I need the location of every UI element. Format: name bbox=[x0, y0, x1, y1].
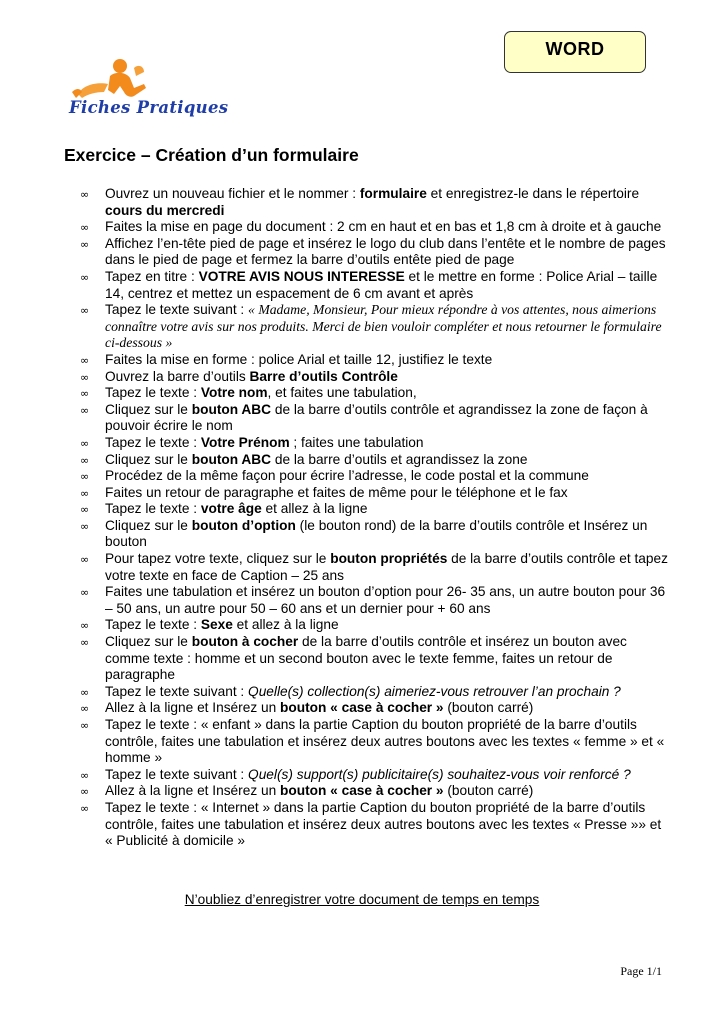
list-item bbox=[80, 485, 670, 502]
list-item bbox=[80, 717, 670, 767]
page-number: Page 1/1 bbox=[620, 964, 662, 978]
list-item bbox=[80, 269, 670, 302]
list-item-text: Tapez en titre : bbox=[105, 268, 199, 284]
list-item-text: VOTRE AVIS NOUS INTERESSE bbox=[198, 268, 405, 284]
list-item bbox=[80, 435, 670, 452]
list-item-text: (bouton carré) bbox=[443, 700, 534, 716]
list-item-text: Tapez le texte : bbox=[105, 385, 201, 401]
list-item-text: Allez à la ligne et Insérez un bbox=[105, 700, 280, 716]
list-item-text: de la barre d’outils contrôle et tapez votre texte en face de Caption – 25 ans bbox=[105, 551, 668, 583]
bullet-icon: ∞ bbox=[80, 370, 90, 384]
list-item bbox=[80, 352, 670, 369]
list-item bbox=[80, 551, 670, 584]
list-item-text: de la barre d’outils contrôle et agrandissez la zone de façon à pouvoir écrire le nom bbox=[105, 401, 648, 434]
list-item-text: Tapez le texte : bbox=[105, 501, 201, 517]
list-item bbox=[80, 684, 670, 701]
bullet-icon: ∞ bbox=[80, 387, 90, 401]
list-item bbox=[80, 617, 670, 634]
bullet-icon: ∞ bbox=[80, 636, 90, 650]
list-item-text: Votre nom bbox=[200, 385, 268, 401]
list-item-text: Tapez le texte : bbox=[105, 617, 201, 633]
bullet-icon: ∞ bbox=[80, 785, 90, 799]
list-item-text: bouton à cocher bbox=[191, 634, 299, 650]
list-item bbox=[80, 236, 670, 269]
list-item-text: et le mettre en forme : Police Arial – taille 14, centrez et mettez un espacement de 6 cm avant et après bbox=[105, 268, 658, 301]
bullet-icon: ∞ bbox=[80, 801, 90, 815]
list-item bbox=[80, 501, 670, 518]
list-item-text: Procédez de la même façon pour écrire l’adresse, le code postal et la commune bbox=[105, 468, 589, 484]
list-item-text: et allez à la ligne bbox=[261, 501, 368, 517]
list-item bbox=[80, 186, 670, 219]
bullet-icon: ∞ bbox=[80, 353, 90, 367]
page-title: Exercice – Création d’un formulaire bbox=[64, 145, 359, 165]
list-item-text: de la barre d’outils et agrandissez la zone bbox=[271, 451, 528, 467]
list-item bbox=[80, 385, 670, 402]
list-item-text: Cliquez sur le bbox=[105, 401, 192, 417]
list-item-text: bouton ABC bbox=[191, 401, 272, 417]
bullet-icon: ∞ bbox=[80, 237, 90, 251]
list-item bbox=[80, 800, 670, 850]
list-item-text: Tapez le texte suivant : bbox=[105, 302, 249, 318]
list-item-text: Ouvrez la barre d’outils bbox=[105, 368, 250, 384]
list-item-text: Faites un retour de paragraphe et faites de même pour le téléphone et le fax bbox=[105, 484, 568, 500]
bullet-icon: ∞ bbox=[80, 685, 90, 699]
list-item-text: de la barre d’outils contrôle et insérez un bouton avec comme texte : homme et un second bouton avec le texte femme, faites un retour de paragraphe bbox=[105, 634, 627, 683]
bullet-icon: ∞ bbox=[80, 453, 90, 467]
bullet-icon: ∞ bbox=[80, 403, 90, 417]
list-item-text: et enregistrez-le dans le répertoire bbox=[426, 186, 640, 201]
list-item-text: formulaire bbox=[359, 186, 427, 201]
bullet-icon: ∞ bbox=[80, 553, 90, 567]
bullet-icon: ∞ bbox=[80, 221, 90, 235]
list-item bbox=[80, 302, 670, 352]
list-item-text: Tapez le texte : « Internet » dans la partie Caption du bouton propriété de la barre d’outils contrôle, faites une tabulation et insérez deux autres boutons avec les textes « Presse »» et « Publicité à domicile » bbox=[105, 799, 662, 849]
fiches-pratiques-logo bbox=[64, 54, 242, 130]
word-badge: WORD bbox=[504, 31, 646, 73]
list-item-text: Faites la mise en page du document : 2 cm en haut et en bas et 1,8 cm à droite et à gauche bbox=[105, 219, 662, 235]
list-item-text: bouton propriétés bbox=[330, 551, 448, 567]
list-item-text: bouton « case à cocher » bbox=[280, 783, 444, 799]
bullet-icon: ∞ bbox=[80, 702, 90, 716]
bullet-icon: ∞ bbox=[80, 436, 90, 450]
list-item-text: cours du mercredi bbox=[105, 202, 225, 218]
list-item-text: Cliquez sur le bbox=[105, 451, 192, 467]
list-item bbox=[80, 767, 670, 784]
list-item-text: Cliquez sur le bbox=[105, 517, 192, 533]
list-item-text: « Madame, Monsieur, Pour mieux répondre à vos attentes, nous aimerions connaître votre avis sur nos produits. Merci de bien vouloir compléter et nous retourner le formulaire ci-dessous » bbox=[105, 302, 662, 351]
bullet-icon: ∞ bbox=[80, 188, 90, 201]
list-item bbox=[80, 402, 670, 435]
list-item-text: Barre d’outils Contrôle bbox=[249, 368, 398, 384]
list-item bbox=[80, 700, 670, 717]
bullet-icon: ∞ bbox=[80, 470, 90, 484]
bullet-icon: ∞ bbox=[80, 586, 90, 600]
bullet-icon: ∞ bbox=[80, 768, 90, 782]
list-item-text: Cliquez sur le bbox=[105, 634, 192, 650]
list-item-text: bouton d’option bbox=[191, 517, 296, 533]
list-item-text: Pour tapez votre texte, cliquez sur le bbox=[105, 551, 331, 567]
list-item-text: Faites la mise en forme : police Arial et taille 12, justifiez le texte bbox=[105, 351, 493, 367]
bullet-icon: ∞ bbox=[80, 619, 90, 633]
list-item-text: votre âge bbox=[200, 501, 262, 517]
list-item-text: Affichez l’en-tête pied de page et insérez le logo du club dans l’entête et le nombre de pages dans le pied de page et fermez la barre d’outils entête pied de page bbox=[105, 235, 666, 268]
bullet-icon: ∞ bbox=[80, 270, 90, 284]
list-item-text: Tapez le texte : « enfant » dans la partie Caption du bouton propriété de la barre d’outils contrôle, faites une tabulation et insérez deux autres boutons avec les textes « femme » et « homme » bbox=[105, 717, 665, 766]
list-item bbox=[80, 783, 670, 800]
list-item-text: Quel(s) support(s) publicitaire(s) souhaitez-vous voir renforcé ? bbox=[248, 766, 631, 782]
logo-text: Fiches Pratiques bbox=[69, 98, 229, 117]
bullet-icon: ∞ bbox=[80, 304, 90, 318]
list-item-text: , et faites une tabulation, bbox=[267, 385, 417, 401]
bullet-icon: ∞ bbox=[80, 719, 90, 732]
list-item-text: Tapez le texte : bbox=[105, 434, 201, 450]
list-item-text: Quelle(s) collection(s) aimeriez-vous retrouver l’an prochain ? bbox=[248, 683, 621, 699]
list-item-text: ; faites une tabulation bbox=[289, 434, 424, 450]
list-item-text: Allez à la ligne et Insérez un bbox=[105, 783, 280, 799]
list-item bbox=[80, 468, 670, 485]
list-item bbox=[80, 369, 670, 386]
bullet-icon: ∞ bbox=[80, 519, 90, 533]
list-item-text: bouton ABC bbox=[191, 451, 272, 467]
list-item-text: Votre Prénom bbox=[200, 434, 290, 450]
list-item-text: Faites une tabulation et insérez un bouton d’option pour 26- 35 ans, un autre bouton pour 36 – 50 ans, un autre pour 50 – 60 ans et un dernier pour + 60 ans bbox=[105, 584, 666, 616]
list-item-text: Tapez le texte suivant : bbox=[105, 683, 249, 699]
list-item-text: (bouton carré) bbox=[443, 783, 534, 799]
bullet-icon: ∞ bbox=[80, 503, 90, 517]
save-reminder: N’oubliez d’enregistrer votre document de temps en temps bbox=[184, 892, 540, 907]
list-item bbox=[80, 634, 670, 684]
list-item bbox=[80, 518, 670, 551]
list-item bbox=[80, 584, 670, 617]
list-item-text: bouton « case à cocher » bbox=[280, 700, 444, 716]
list-item-text: Ouvrez un nouveau fichier et le nommer : bbox=[105, 186, 360, 201]
list-item-text: Tapez le texte suivant : bbox=[105, 766, 249, 782]
instruction-list bbox=[80, 186, 670, 850]
list-item-text: (le bouton rond) de la barre d’outils contrôle et Insérez un bouton bbox=[105, 517, 648, 550]
list-item-text: et allez à la ligne bbox=[232, 617, 339, 633]
list-item-text: Sexe bbox=[200, 617, 233, 633]
list-item bbox=[80, 219, 670, 236]
list-item bbox=[80, 452, 670, 469]
bullet-icon: ∞ bbox=[80, 486, 90, 500]
